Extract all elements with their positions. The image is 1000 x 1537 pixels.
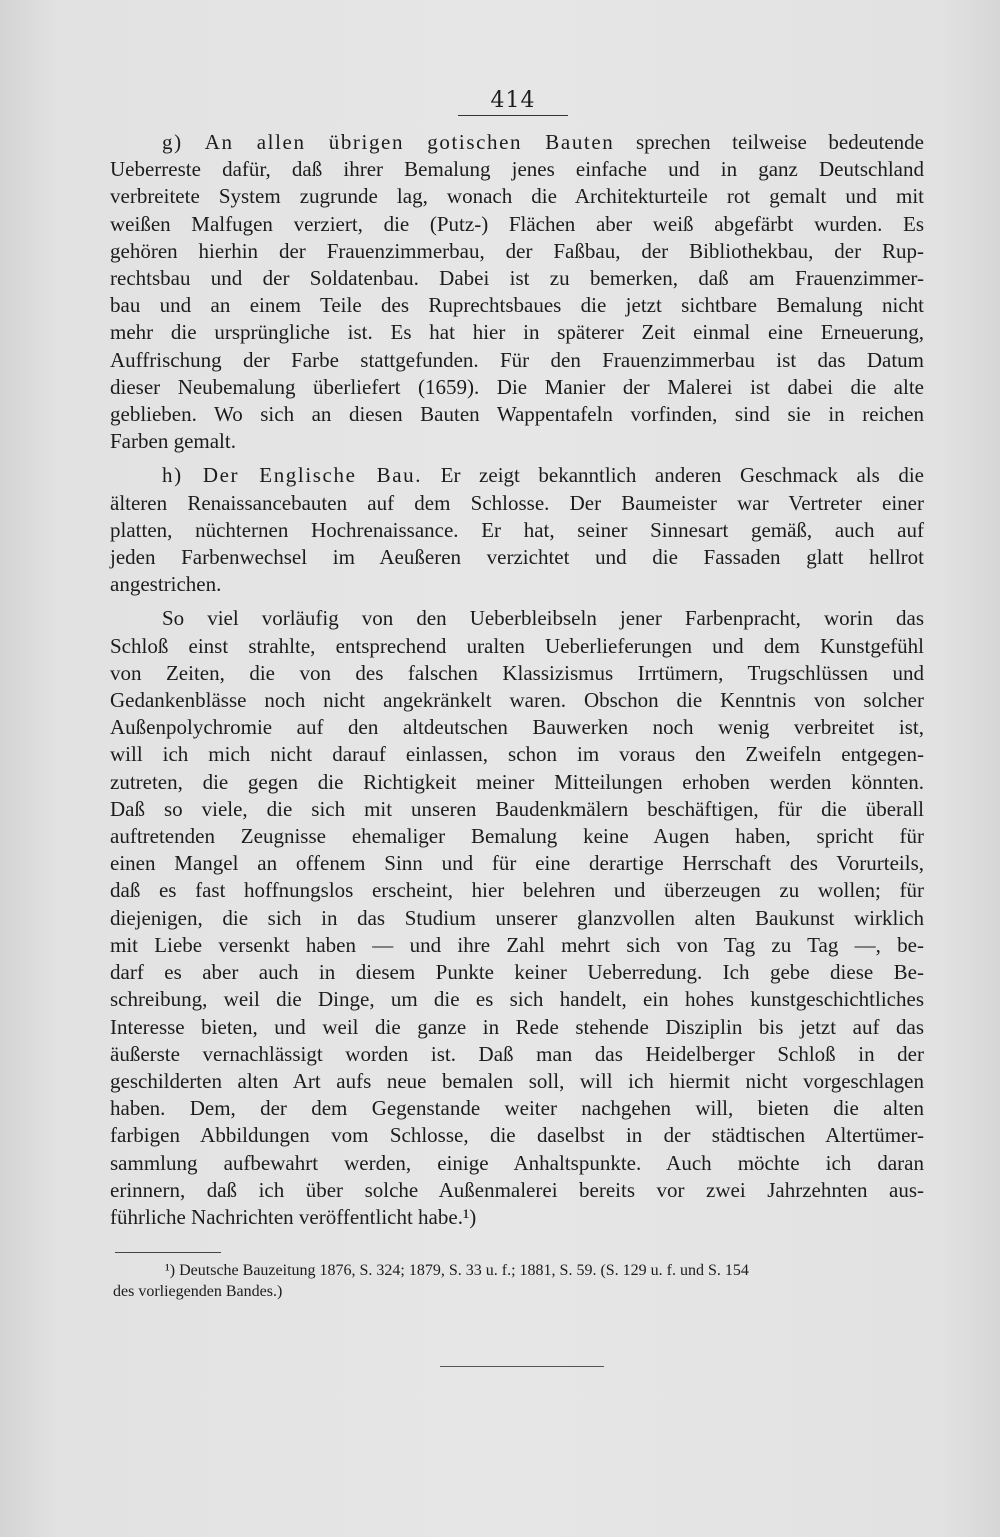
paragraph-line: sammlung aufbewahrt werden, einige Anhaltspunkte. Auch möchte ich daran: [110, 1150, 924, 1175]
paragraph-line: geschilderten alten Art aufs neue bemalen soll, will ich hiermit nicht vorgeschlagen: [110, 1068, 924, 1093]
paragraph-line: mehr die ursprüngliche ist. Es hat hier in späterer Zeit einmal eine Erneuerung,: [110, 320, 924, 345]
paragraph-line: Daß so viele, die sich mit unseren Baudenkmälern beschäftigen, für die überall: [110, 796, 924, 821]
paragraph-line: platten, nüchternen Hochrenaissance. Er hat, seiner Sinnesart gemäß, auch auf: [110, 517, 924, 542]
paragraph-line: Schloß einst strahlte, entsprechend uralten Ueberlieferungen und dem Kunstgefühl: [110, 633, 924, 658]
paragraph-line: gehören hierhin der Frauenzimmerbau, der Faßbau, der Bibliothekbau, der Rup-: [110, 238, 924, 263]
paragraph-line: farbigen Abbildungen vom Schlosse, die daselbst in der städtischen Altertümer-: [110, 1123, 924, 1148]
footnote-line: des vorliegenden Bandes.): [113, 1283, 283, 1300]
paragraph-line: g) An allen übrigen gotischen Bauten sprechen teilweise bedeutende: [162, 130, 924, 154]
footnote-line: ¹) Deutsche Bauzeitung 1876, S. 324; 1879, S. 33 u. f.; 1881, S. 59. (S. 129 u. f. und S. 154: [165, 1262, 749, 1279]
paragraph-line: älteren Renaissancebauten auf dem Schlosse. Der Baumeister war Vertreter einer: [110, 490, 924, 515]
paragraph-line: rechtsbau und der Soldatenbau. Dabei ist zu bemerken, daß am Frauenzimmer-: [110, 266, 924, 291]
paragraph-line: weißen Malfugen verziert, die (Putz-) Flächen aber weiß abgefärbt wurden. Es: [110, 211, 924, 236]
paragraph-line: geblieben. Wo sich an diesen Bauten Wappentafeln vorfinden, sind sie in reichen: [110, 402, 924, 427]
paragraph-line: einen Mangel an offenem Sinn und für eine derartige Herrschaft des Vorurteils,: [110, 851, 924, 876]
paragraph-line: zutreten, die gegen die Richtigkeit meiner Mitteilungen erhoben werden könnten.: [110, 769, 924, 794]
paragraph-line: Ueberreste dafür, daß ihrer Bemalung jenes einfache und in ganz Deutschland: [110, 157, 924, 182]
paragraph-line: dieser Neubemalung überliefert (1659). Die Manier der Malerei ist dabei die alte: [110, 374, 924, 399]
paragraph-line: jeden Farbenwechsel im Aeußeren verzichtet und die Fassaden glatt hellrot: [110, 545, 924, 570]
paragraph-line: Interesse bieten, und weil die ganze in Rede stehende Disziplin bis jetzt auf das: [110, 1014, 924, 1039]
paragraph-gap: [110, 455, 924, 462]
paragraph-line: diejenigen, die sich in das Studium unserer glanzvollen alten Baukunst wirklich: [110, 905, 924, 930]
paragraph-line: h) Der Englische Bau. Er zeigt bekanntlich anderen Geschmack als die: [162, 463, 924, 488]
paragraph-h: [110, 462, 924, 598]
footnote: [113, 1260, 933, 1302]
paragraph-line: von Zeiten, die von des falschen Klassizismus Irrtümern, Trugschlüssen und: [110, 660, 924, 685]
paragraph-closing: [110, 605, 924, 1231]
paragraph-line: Gedankenblässe noch nicht angekränkelt waren. Obschon die Kenntnis von solcher: [110, 688, 924, 713]
paragraph-line: So viel vorläufig von den Ueberbleibseln jener Farbenpracht, worin das: [162, 606, 924, 631]
section-heading-g: g) An allen übrigen gotischen Bauten: [162, 130, 615, 154]
paragraph-line: angestrichen.: [110, 572, 222, 597]
paragraph-line: verbreitete System zugrunde lag, wonach die Architekturteile rot gemalt und mit: [110, 184, 924, 209]
footnote-divider: [115, 1252, 221, 1253]
paragraph-line: daß es fast hoffnungslos erscheint, hier belehren und überzeugen zu wollen; für: [110, 878, 924, 903]
paragraph-line: will ich mich nicht darauf einlassen, schon im voraus den Zweifeln entgegen-: [110, 742, 924, 767]
paragraph-line: Farben gemalt.: [110, 429, 236, 454]
paragraph-line: bau und an einem Teile des Ruprechtsbaues die jetzt sichtbare Bemalung nicht: [110, 293, 924, 318]
paragraph-line: darf es aber auch in diesem Punkte keiner Ueberredung. Ich gebe diese Be-: [110, 960, 924, 985]
paragraph-line: äußerste vernachlässigt worden ist. Daß man das Heidelberger Schloß in der: [110, 1041, 924, 1066]
section-heading-h: h) Der Englische Bau.: [162, 463, 423, 488]
end-divider: [440, 1366, 604, 1367]
page-number: 414: [458, 88, 568, 116]
paragraph-line: mit Liebe versenkt haben — und ihre Zahl mehrt sich von Tag zu Tag —, be-: [110, 932, 924, 957]
paragraph-line: Auffrischung der Farbe stattgefunden. Für den Frauenzimmerbau ist das Datum: [110, 347, 924, 372]
paragraph-line: erinnern, daß ich über solche Außenmalerei bereits vor zwei Jahrzehnten aus-: [110, 1177, 924, 1202]
paragraph-line: Außenpolychromie auf den altdeutschen Bauwerken noch wenig verbreitet ist,: [110, 715, 924, 740]
paragraph-line: führliche Nachrichten veröffentlicht habe.¹): [110, 1204, 477, 1229]
paragraph-line: schreibung, weil die Dinge, um die es sich handelt, ein hohes kunstgeschichtliches: [110, 987, 924, 1012]
paragraph-g: [110, 129, 924, 455]
body-text: [110, 129, 924, 1231]
paragraph-line: haben. Dem, der dem Gegenstande weiter nachgehen will, bieten die alten: [110, 1096, 924, 1121]
paragraph-line: auftretenden Zeugnisse ehemaliger Bemalung keine Augen haben, spricht für: [110, 824, 924, 849]
paragraph-gap: [110, 598, 924, 605]
